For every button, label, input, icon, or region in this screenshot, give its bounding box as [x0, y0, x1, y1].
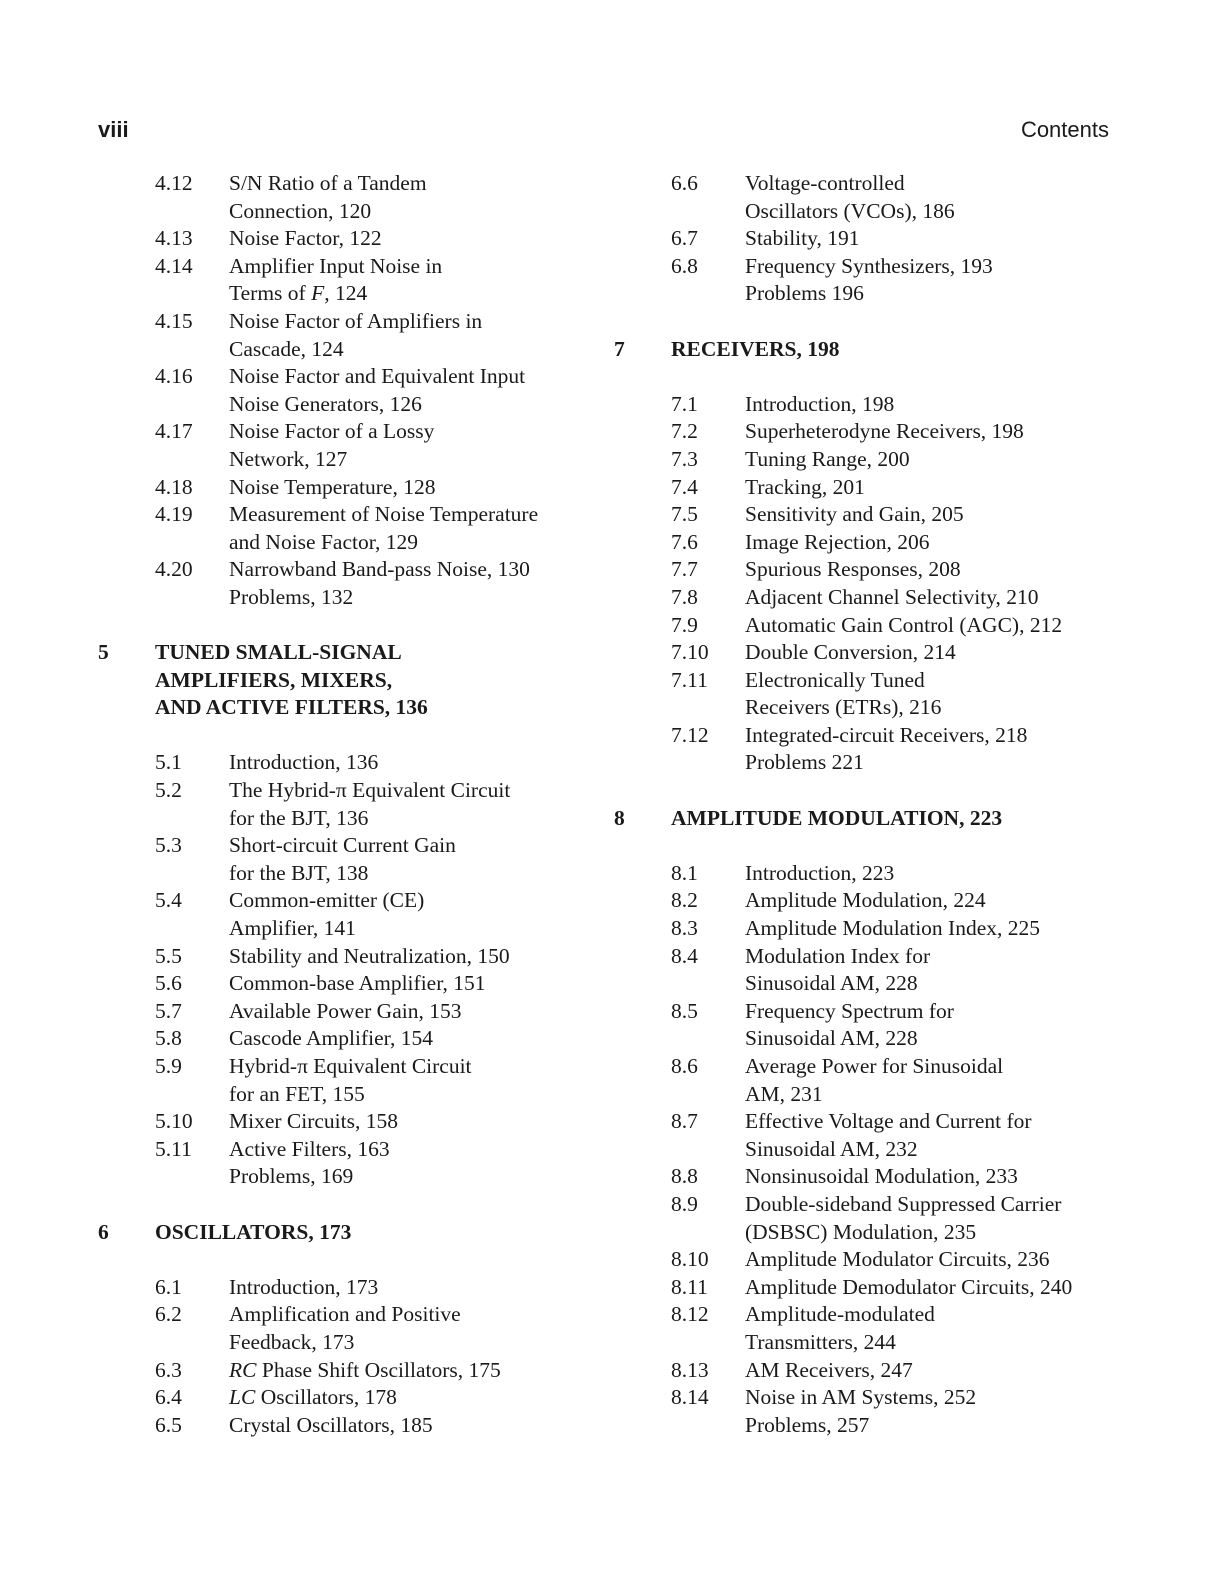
title-line: AMPLITUDE MODULATION, 223 [671, 805, 1003, 830]
title-line: Network, 127 [229, 446, 348, 471]
section-number: 8.2 [671, 888, 698, 913]
section-title [745, 1274, 1114, 1302]
section-number: 4.16 [155, 364, 193, 389]
title-line: Voltage-controlled [745, 171, 905, 195]
title-line: Spurious Responses, 208 [745, 557, 961, 582]
title-line: Stability and Neutralization, 150 [229, 943, 510, 968]
chapter-title [155, 639, 578, 722]
title-line: Noise Factor and Equivalent Input [229, 364, 526, 389]
running-title: Contents [1020, 117, 1109, 142]
section-number: 4.18 [155, 474, 193, 499]
toc-section-entry [614, 1357, 1114, 1385]
spacer [614, 832, 1114, 860]
toc-section-entry [614, 1301, 1114, 1356]
toc-section-entry [614, 170, 1114, 225]
section-title [229, 1384, 578, 1412]
section-number: 7.10 [671, 640, 709, 665]
section-number: 6.5 [155, 1412, 182, 1437]
title-line: for the BJT, 136 [229, 805, 369, 830]
title-line: Active Filters, 163 [229, 1136, 390, 1161]
section-number: 7.1 [671, 391, 698, 416]
title-line: Double Conversion, 214 [745, 640, 956, 665]
section-number: 5.10 [155, 1109, 193, 1134]
title-line: Frequency Spectrum for [745, 998, 954, 1023]
section-title [745, 998, 1114, 1053]
toc-section-entry [614, 639, 1114, 667]
section-number: 6.4 [155, 1385, 182, 1410]
section-title [745, 1357, 1114, 1385]
section-number: 5.4 [155, 888, 182, 913]
title-line: Narrowband Band-pass Noise, 130 [229, 557, 530, 582]
section-title [229, 777, 578, 832]
title-line: Amplitude-modulated [745, 1302, 935, 1327]
title-line: Sinusoidal AM, 232 [745, 1136, 918, 1161]
toc-section-entry [98, 170, 578, 225]
title-line: Available Power Gain, 153 [229, 998, 462, 1023]
title-line: Cascode Amplifier, 154 [229, 1026, 433, 1051]
toc-section-entry [98, 1108, 578, 1136]
title-line: RECEIVERS, 198 [671, 336, 840, 361]
toc-section-entry [98, 556, 578, 584]
title-line: Sensitivity and Gain, 205 [745, 502, 964, 527]
section-title [745, 943, 1114, 998]
title-line: OSCILLATORS, 173 [155, 1219, 352, 1244]
section-number: 5.5 [155, 943, 182, 968]
title-line: Superheterodyne Receivers, 198 [745, 419, 1024, 444]
section-number: 4.20 [155, 557, 193, 582]
section-number: 7.5 [671, 502, 698, 527]
toc-section-entry [98, 501, 578, 556]
section-title [229, 474, 578, 502]
chapter-number: 8 [614, 805, 625, 830]
title-line: S/N Ratio of a Tandem [229, 171, 427, 195]
title-line: Nonsinusoidal Modulation, 233 [745, 1164, 1018, 1189]
section-number: 8.12 [671, 1302, 709, 1327]
title-line: Noise in AM Systems, 252 [745, 1385, 977, 1410]
section-title [229, 1412, 578, 1440]
section-number: 4.13 [155, 226, 193, 251]
toc-section-entry [98, 253, 578, 308]
section-number: 8.6 [671, 1054, 698, 1078]
section-number: 8.4 [671, 943, 698, 968]
section-number: 6.3 [155, 1357, 182, 1382]
section-number: 5.6 [155, 971, 182, 996]
section-title [745, 474, 1114, 502]
title-line: Stability, 191 [745, 226, 860, 251]
section-number: 8.9 [671, 1191, 698, 1216]
title-line: for the BJT, 138 [229, 860, 369, 885]
toc-section-entry [614, 943, 1114, 998]
title-line: Sinusoidal AM, 228 [745, 1026, 918, 1051]
title-line: Amplifier, 141 [229, 916, 356, 941]
toc-chapter-entry [98, 1219, 578, 1247]
toc-problems-entry: Problems 221 [745, 750, 864, 775]
toc-section-entry [98, 1136, 578, 1164]
title-line: Introduction, 173 [229, 1274, 379, 1299]
toc-section-entry [98, 1053, 578, 1108]
section-number: 5.7 [155, 998, 182, 1023]
toc-section-entry [98, 970, 578, 998]
toc-section-entry [614, 225, 1114, 253]
section-number: 7.9 [671, 612, 698, 637]
toc-section-entry [614, 529, 1114, 557]
toc-problems-entry: Problems, 132 [229, 584, 354, 609]
toc-column-left [98, 170, 578, 1439]
title-line: Common-base Amplifier, 151 [229, 971, 486, 996]
toc-problems-entry: Problems, 169 [229, 1164, 354, 1189]
title-line: Amplitude Modulator Circuits, 236 [745, 1247, 1050, 1272]
section-number: 8.13 [671, 1357, 709, 1382]
section-title [229, 556, 578, 584]
toc-section-entry [614, 998, 1114, 1053]
toc-section-entry [614, 253, 1114, 281]
title-line: Electronically Tuned [745, 667, 925, 692]
section-number: 4.14 [155, 253, 193, 278]
title-line: Adjacent Channel Selectivity, 210 [745, 584, 1039, 609]
title-line: (DSBSC) Modulation, 235 [745, 1219, 977, 1244]
title-line: Hybrid-π Equivalent Circuit [229, 1054, 472, 1078]
title-line: Noise Factor of Amplifiers in [229, 308, 483, 333]
title-line: Short-circuit Current Gain [229, 833, 456, 858]
toc-section-entry [98, 1412, 578, 1440]
title-line: Transmitters, 244 [745, 1329, 896, 1354]
toc-section-entry [614, 1163, 1114, 1191]
toc-section-entry [614, 556, 1114, 584]
section-title [745, 639, 1114, 667]
chapter-title [671, 336, 1114, 364]
section-title [229, 253, 578, 308]
section-title [229, 943, 578, 971]
title-line: Image Rejection, 206 [745, 529, 930, 554]
title-line: Cascade, 124 [229, 336, 344, 361]
section-number: 5.2 [155, 778, 182, 803]
section-title [745, 225, 1114, 253]
chapter-number: 6 [98, 1219, 109, 1244]
section-title [745, 860, 1114, 888]
section-title [229, 1301, 578, 1356]
title-line: Tracking, 201 [745, 474, 865, 499]
section-title [745, 667, 1114, 722]
spacer [614, 363, 1114, 391]
toc-section-entry [614, 1053, 1114, 1108]
title-line: Connection, 120 [229, 198, 372, 223]
section-title [745, 887, 1114, 915]
toc-section-entry [98, 225, 578, 253]
toc-section-entry [614, 667, 1114, 722]
section-title [745, 1053, 1114, 1108]
title-line: AND ACTIVE FILTERS, 136 [155, 695, 428, 720]
toc-section-entry [98, 749, 578, 777]
chapter-number: 5 [98, 640, 109, 665]
toc-section-entry [98, 363, 578, 418]
toc-section-entry [98, 1025, 578, 1053]
title-line: Measurement of Noise Temperature [229, 502, 539, 527]
toc-section-entry [98, 1357, 578, 1385]
title-line: Introduction, 136 [229, 750, 379, 775]
title-line: The Hybrid-π Equivalent Circuit [229, 778, 511, 803]
section-number: 8.10 [671, 1247, 709, 1272]
title-line: Double-sideband Suppressed Carrier [745, 1191, 1062, 1216]
section-number: 6.8 [671, 253, 698, 278]
title-line: AMPLIFIERS, MIXERS, [155, 667, 393, 692]
toc-section-entry [98, 998, 578, 1026]
title-line: Noise Factor, 122 [229, 226, 382, 251]
section-title [229, 887, 578, 942]
section-number: 7.6 [671, 529, 698, 554]
section-title [229, 970, 578, 998]
toc-section-entry [614, 474, 1114, 502]
section-title [745, 915, 1114, 943]
section-number: 5.8 [155, 1026, 182, 1051]
toc-section-entry [614, 1274, 1114, 1302]
section-number: 6.6 [671, 171, 698, 195]
section-number: 5.11 [155, 1136, 192, 1161]
section-number: 7.7 [671, 557, 698, 582]
section-title [745, 1163, 1114, 1191]
spacer [98, 1191, 578, 1219]
section-title [229, 363, 578, 418]
chapter-title [671, 805, 1114, 833]
title-line: Feedback, 173 [229, 1329, 355, 1354]
toc-section-entry [98, 1274, 578, 1302]
section-title [229, 998, 578, 1026]
title-line: Amplifier Input Noise in [229, 253, 443, 278]
section-number: 6.7 [671, 226, 698, 251]
spacer [614, 308, 1114, 336]
title-line: Amplitude Modulation, 224 [745, 888, 986, 913]
section-title [229, 225, 578, 253]
toc-section-entry [98, 1301, 578, 1356]
section-title [229, 1136, 578, 1164]
section-number: 8.14 [671, 1385, 709, 1410]
toc-section-entry [614, 1108, 1114, 1163]
title-line: Automatic Gain Control (AGC), 212 [745, 612, 1063, 637]
title-line: Amplitude Demodulator Circuits, 240 [745, 1274, 1073, 1299]
title-line: Oscillators (VCOs), 186 [745, 198, 955, 223]
title-line: Integrated-circuit Receivers, 218 [745, 722, 1028, 747]
section-number: 6.1 [155, 1274, 182, 1299]
section-number: 5.9 [155, 1054, 182, 1078]
title-line: Amplitude Modulation Index, 225 [745, 916, 1040, 941]
title-line: Effective Voltage and Current for [745, 1109, 1032, 1134]
section-number: 7.8 [671, 584, 698, 609]
section-number: 8.7 [671, 1109, 698, 1134]
title-line: Sinusoidal AM, 228 [745, 971, 918, 996]
toc-section-entry [614, 887, 1114, 915]
toc-section-entry [614, 391, 1114, 419]
toc-section-entry [98, 418, 578, 473]
toc-section-entry [98, 832, 578, 887]
section-title [229, 1274, 578, 1302]
toc-problems-entry: Problems, 257 [745, 1412, 870, 1437]
title-line: LC Oscillators, 178 [229, 1385, 397, 1410]
section-title [745, 612, 1114, 640]
section-title [745, 529, 1114, 557]
section-number: 7.4 [671, 474, 698, 499]
toc-column-right [614, 170, 1114, 1439]
section-title [745, 556, 1114, 584]
section-title [745, 584, 1114, 612]
section-title [229, 749, 578, 777]
section-number: 7.11 [671, 667, 708, 692]
title-line: for an FET, 155 [229, 1081, 365, 1106]
section-number: 5.1 [155, 750, 182, 775]
section-number: 6.2 [155, 1302, 182, 1327]
title-line: Mixer Circuits, 158 [229, 1109, 398, 1134]
section-title [229, 1025, 578, 1053]
page-number: viii [98, 117, 129, 142]
toc-section-entry [614, 418, 1114, 446]
spacer [98, 722, 578, 750]
chapter-title [155, 1219, 578, 1247]
title-line: Modulation Index for [745, 943, 931, 968]
section-title [229, 170, 578, 225]
toc-chapter-entry [614, 805, 1114, 833]
title-line: Receivers (ETRs), 216 [745, 695, 942, 720]
section-title [745, 170, 1114, 225]
section-number: 4.12 [155, 171, 193, 195]
section-title [229, 308, 578, 363]
section-number: 8.11 [671, 1274, 708, 1299]
section-title [229, 832, 578, 887]
section-number: 8.1 [671, 860, 698, 885]
section-title [745, 501, 1114, 529]
title-line: and Noise Factor, 129 [229, 529, 419, 554]
title-line: Noise Temperature, 128 [229, 474, 436, 499]
toc-section-entry [614, 1384, 1114, 1412]
section-title [745, 253, 1114, 281]
section-title [745, 1191, 1114, 1246]
section-number: 7.12 [671, 722, 709, 747]
section-title [229, 1357, 578, 1385]
toc-chapter-entry [98, 639, 578, 722]
section-title [745, 1108, 1114, 1163]
title-line: Introduction, 223 [745, 860, 895, 885]
section-number: 4.15 [155, 308, 193, 333]
section-title [745, 446, 1114, 474]
section-number: 4.19 [155, 502, 193, 527]
toc-problems-entry: Problems 196 [745, 281, 864, 306]
section-number: 8.3 [671, 916, 698, 941]
spacer [98, 612, 578, 640]
section-title [745, 1384, 1114, 1412]
section-number: 7.3 [671, 446, 698, 471]
title-line: Crystal Oscillators, 185 [229, 1412, 433, 1437]
toc-section-entry [614, 612, 1114, 640]
section-number: 8.5 [671, 998, 698, 1023]
toc-chapter-entry [614, 336, 1114, 364]
toc-section-entry [614, 722, 1114, 750]
toc-section-entry [614, 915, 1114, 943]
section-title [745, 722, 1114, 750]
section-title [745, 418, 1114, 446]
spacer [614, 777, 1114, 805]
section-number: 7.2 [671, 419, 698, 444]
section-title [745, 391, 1114, 419]
title-line: Noise Factor of a Lossy [229, 419, 435, 444]
toc-section-entry [98, 474, 578, 502]
title-line: AM, 231 [745, 1081, 823, 1106]
title-line: Frequency Synthesizers, 193 [745, 253, 993, 278]
chapter-number: 7 [614, 336, 625, 361]
spacer [98, 1246, 578, 1274]
title-line: Tuning Range, 200 [745, 446, 910, 471]
section-title [229, 1108, 578, 1136]
section-number: 8.8 [671, 1164, 698, 1189]
title-line: Amplification and Positive [229, 1302, 461, 1327]
toc-section-entry [98, 943, 578, 971]
title-line: Noise Generators, 126 [229, 391, 422, 416]
title-line: Introduction, 198 [745, 391, 895, 416]
toc-section-entry [98, 777, 578, 832]
section-number: 4.17 [155, 419, 193, 444]
toc-section-entry [98, 308, 578, 363]
title-line: AM Receivers, 247 [745, 1357, 913, 1382]
toc-section-entry [614, 860, 1114, 888]
section-title [229, 501, 578, 556]
title-line: Average Power for Sinusoidal [745, 1054, 1004, 1078]
toc-section-entry [614, 584, 1114, 612]
title-line: Terms of F, 124 [229, 281, 368, 306]
toc-section-entry [614, 446, 1114, 474]
section-number: 5.3 [155, 833, 182, 858]
toc-section-entry [98, 1384, 578, 1412]
title-line: Common-emitter (CE) [229, 888, 425, 913]
title-line: RC Phase Shift Oscillators, 175 [229, 1357, 501, 1382]
section-title [229, 418, 578, 473]
toc-section-entry [98, 887, 578, 942]
section-title [745, 1301, 1114, 1356]
title-line: TUNED SMALL-SIGNAL [155, 640, 402, 665]
toc-section-entry [614, 1246, 1114, 1274]
toc-section-entry [614, 1191, 1114, 1246]
section-title [745, 1246, 1114, 1274]
section-title [229, 1053, 578, 1108]
toc-section-entry [614, 501, 1114, 529]
